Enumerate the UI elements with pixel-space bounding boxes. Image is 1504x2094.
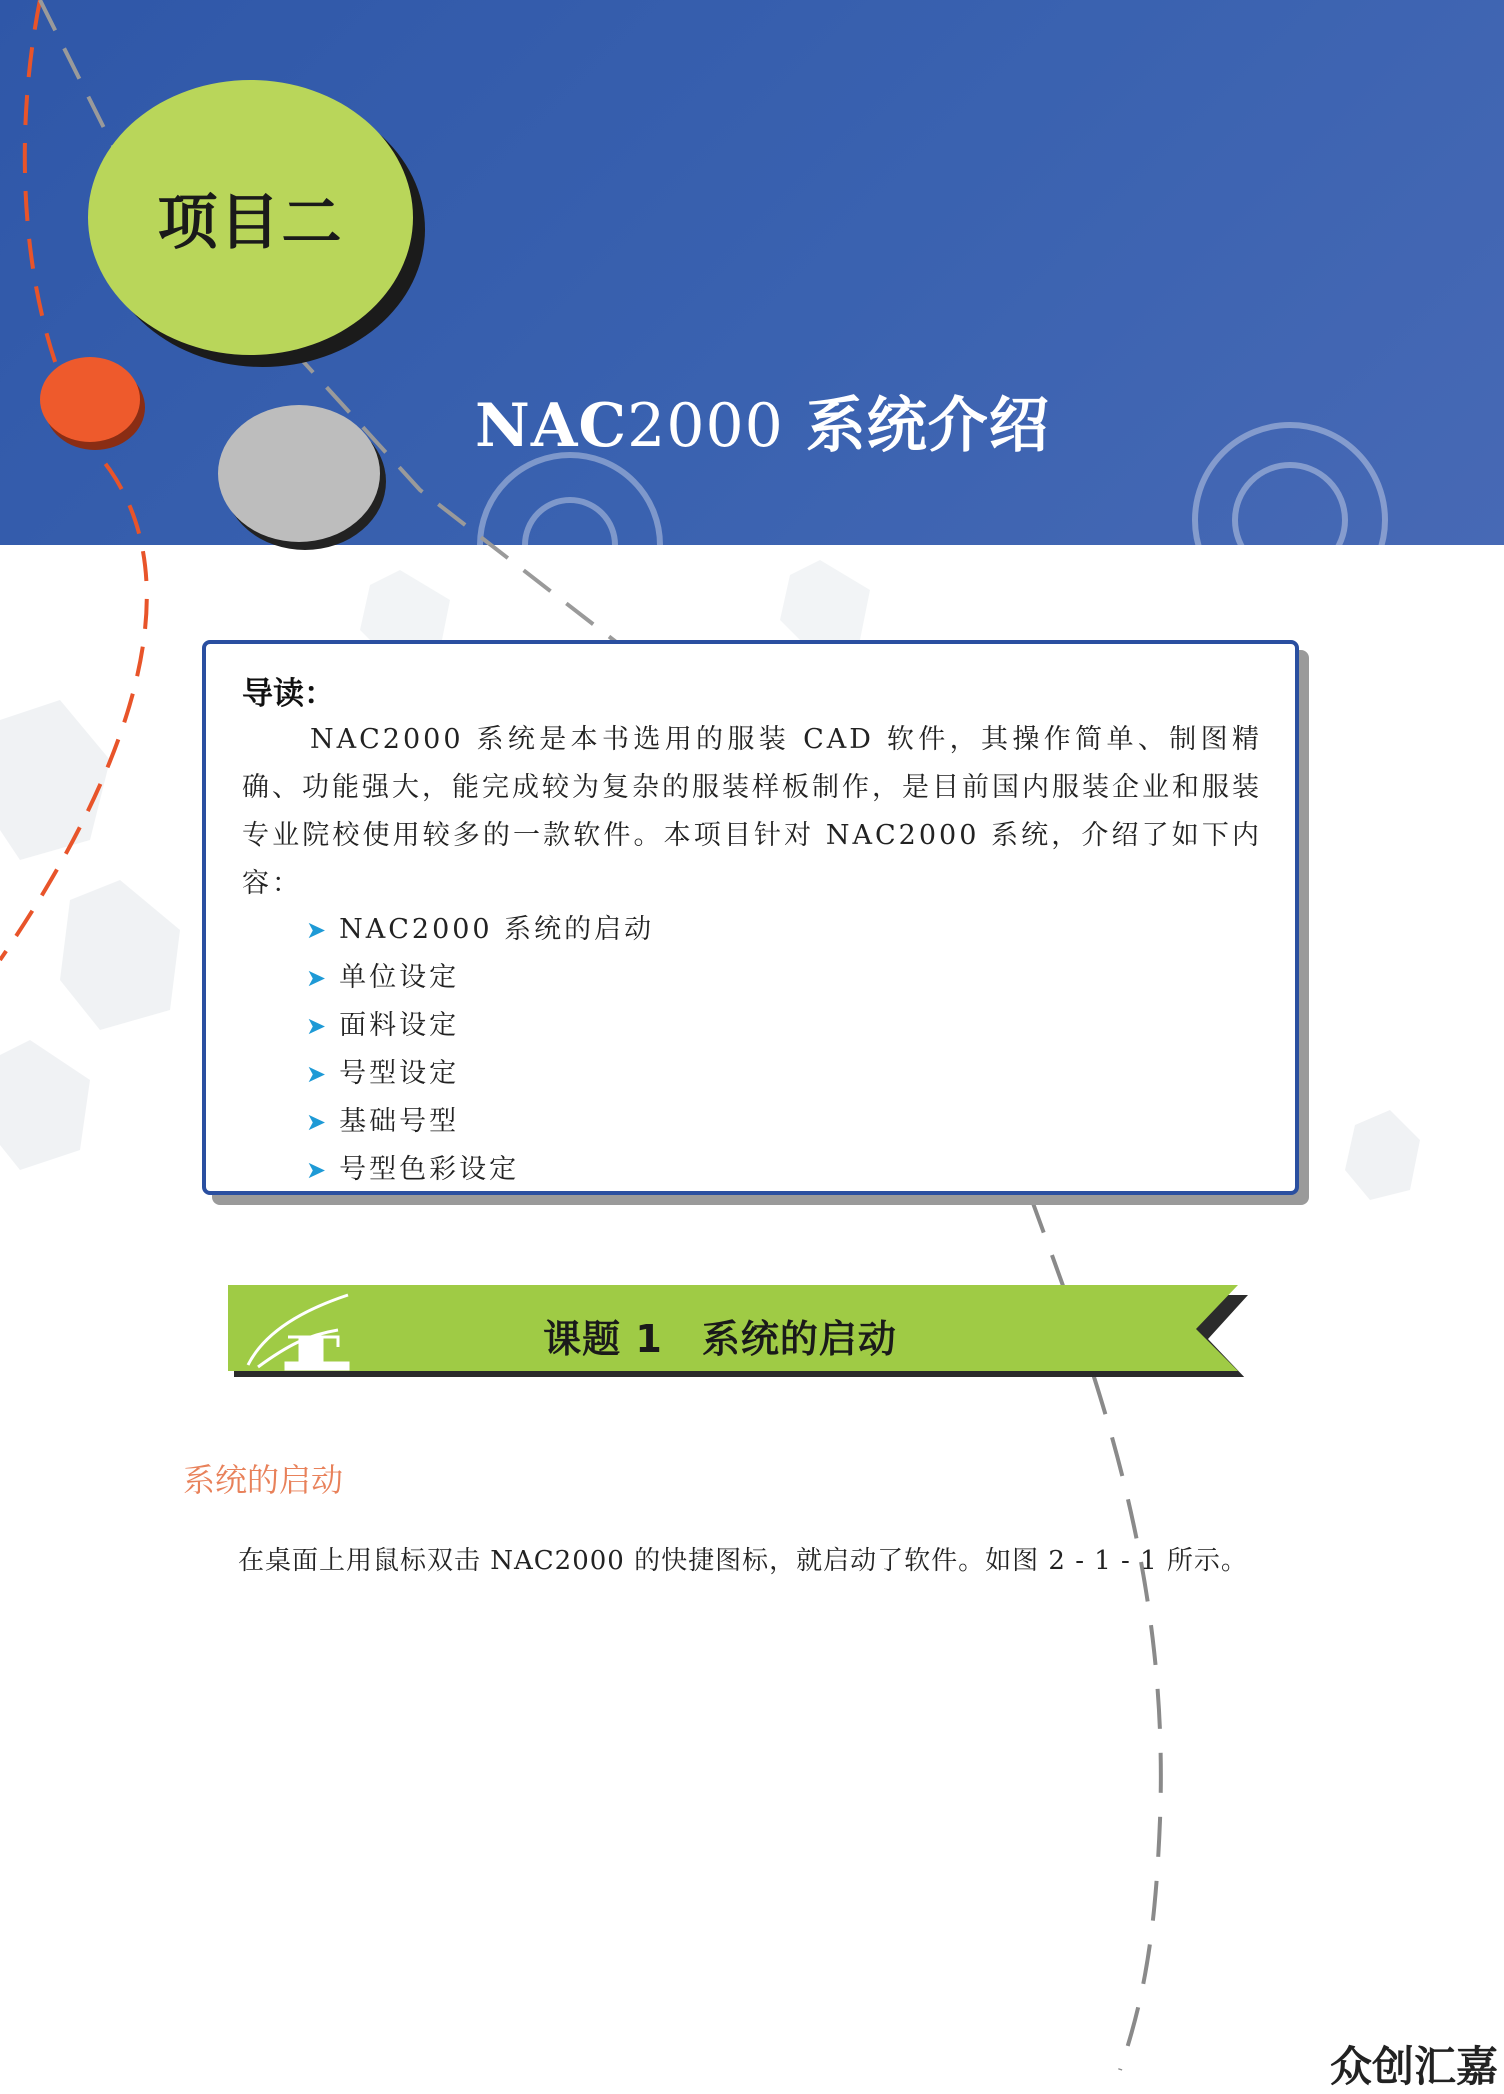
grey-dot bbox=[218, 405, 380, 542]
snowflake-ornament bbox=[0, 700, 110, 860]
list-item: ➤ 面料设定 bbox=[306, 1010, 460, 1041]
intro-paragraph: NAC2000 系统是本书选用的服装 CAD 软件，其操作简单、制图精确、功能强大，能完成较为复杂的服装样板制作，是目前国内服装企业和服装专业院校使用较多的一款软件。本项目针对 NAC2000 系统，介绍了如下内容： bbox=[242, 724, 1262, 899]
list-item: ➤ NAC2000 系统的启动 bbox=[306, 914, 655, 945]
arrow-bullet-icon: ➤ bbox=[306, 1060, 330, 1088]
snowflake-ornament bbox=[1345, 1110, 1420, 1200]
arrow-bullet-icon: ➤ bbox=[306, 916, 330, 944]
intro-box bbox=[202, 640, 1299, 1195]
list-item: ➤ 号型色彩设定 bbox=[306, 1154, 520, 1185]
arrow-bullet-icon: ➤ bbox=[306, 964, 330, 992]
project-badge bbox=[88, 80, 413, 355]
arrow-bullet-icon: ➤ bbox=[306, 1012, 330, 1040]
intro-list bbox=[306, 906, 654, 1194]
arrow-bullet-icon: ➤ bbox=[306, 1108, 330, 1136]
list-item: ➤ 号型设定 bbox=[306, 1058, 460, 1089]
watermark: 众创汇嘉 bbox=[1329, 2042, 1498, 2091]
lesson-title: 课题 1 系统的启动 bbox=[543, 1317, 897, 1361]
snowflake-ornament bbox=[1195, 425, 1385, 615]
section-heading: 系统的启动 bbox=[183, 1461, 344, 1499]
chapter-title: NAC2000 系统介绍 bbox=[475, 391, 1050, 461]
intro-heading: 导读： bbox=[242, 676, 335, 712]
body-text: 在桌面上用鼠标双击 NAC2000 的快捷图标，就启动了软件。如图 2 - 1 - 1 所示。 bbox=[238, 1546, 1248, 1576]
list-item: ➤ 基础号型 bbox=[306, 1106, 460, 1137]
orange-dot bbox=[40, 357, 140, 442]
project-badge-label: 项目二 bbox=[157, 187, 344, 258]
arrow-bullet-icon: ➤ bbox=[306, 1156, 330, 1184]
list-item: ➤ 单位设定 bbox=[306, 962, 460, 993]
